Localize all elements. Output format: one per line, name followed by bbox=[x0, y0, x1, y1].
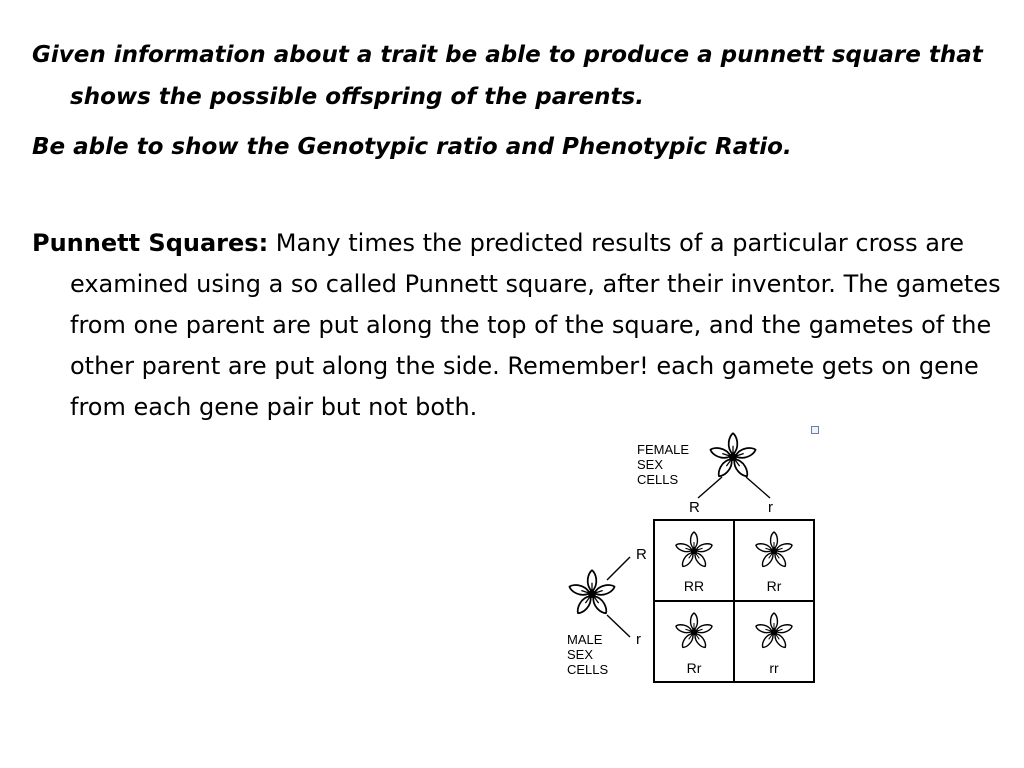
female-label-line: FEMALE bbox=[637, 442, 690, 457]
male-label-line: MALE bbox=[567, 632, 603, 647]
cell-genotype: rr bbox=[769, 660, 779, 676]
cell-genotype: RR bbox=[683, 578, 705, 594]
punnett-cell bbox=[675, 532, 713, 594]
male-label bbox=[567, 632, 609, 677]
flower-icon bbox=[675, 613, 713, 649]
objective-2: Be able to show the Genotypic ratio and Phenotypic Ratio. bbox=[32, 134, 792, 160]
male-label-line: SEX bbox=[567, 647, 594, 662]
flower-icon bbox=[755, 532, 793, 568]
definition-paragraph bbox=[32, 223, 1024, 428]
punnett-diagram bbox=[540, 425, 840, 690]
cell-genotype: Rr bbox=[766, 578, 782, 594]
flower-icon bbox=[709, 433, 757, 479]
female-allele: r bbox=[768, 499, 773, 516]
flower-icon bbox=[568, 570, 616, 616]
male-label-line: CELLS bbox=[567, 662, 609, 677]
definition-term: Punnett Squares: bbox=[32, 229, 269, 257]
female-label bbox=[637, 442, 689, 487]
objective-1: Given information about a trait be able to produce a punnett square that shows the possible offspring of the parents. bbox=[32, 42, 983, 110]
male-allele: R bbox=[636, 546, 647, 563]
cell-genotype: Rr bbox=[686, 660, 702, 676]
male-allele: r bbox=[636, 631, 641, 648]
female-label-line: SEX bbox=[637, 457, 664, 472]
female-allele: R bbox=[689, 499, 700, 516]
punnett-cell bbox=[755, 532, 793, 594]
female-label-line: CELLS bbox=[637, 472, 679, 487]
flower-icon bbox=[755, 613, 793, 649]
flower-icon bbox=[675, 532, 713, 568]
punnett-cell bbox=[755, 613, 793, 676]
definition-text: Many times the predicted results of a particular cross are examined using a so called Punnett square, after their inventor. The gametes from one parent are put along the top of the square, and the gametes of the other parent are put along the side. Remember! each gamete gets on gene from each gene pair but not both. bbox=[70, 229, 1001, 421]
punnett-cell bbox=[675, 613, 713, 676]
